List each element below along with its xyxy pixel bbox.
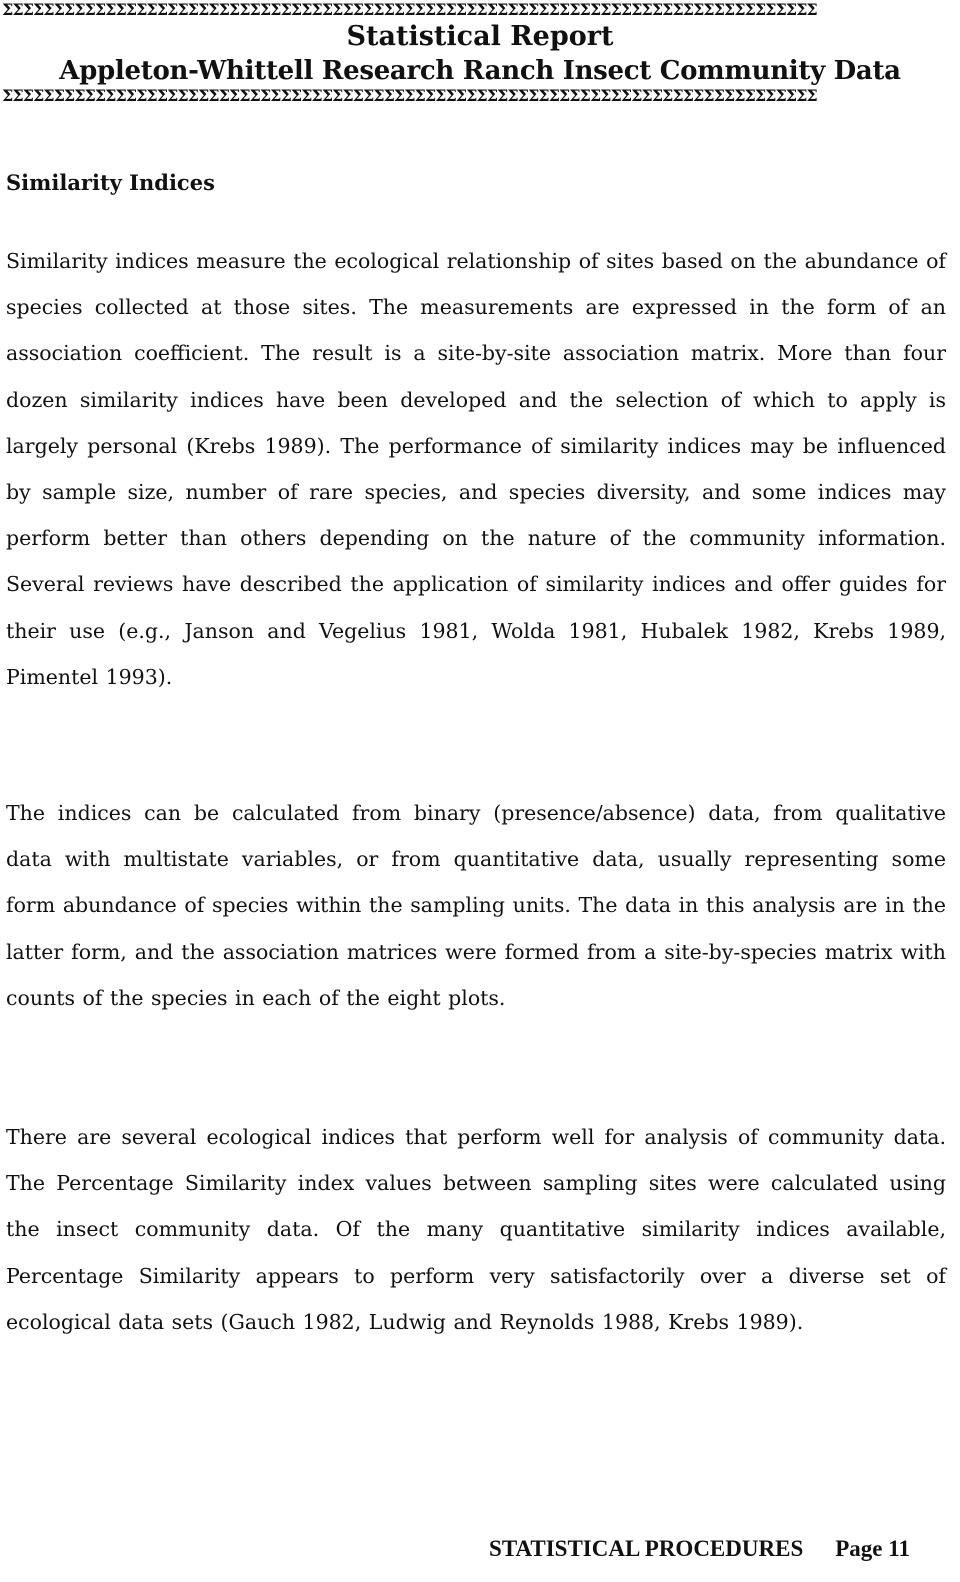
body-paragraph-3: There are several ecological indices that perform well for analysis of community data. The Percentage Similarity index values between sampling sites were calculated using the insect community data. Of the many quantitative similarity indices available, Percentage Similarity appears to perform very satisfactorily over a diverse set of ecological data sets (Gauch 1982, Ludwig and Reynolds 1988, Krebs 1989). <box>6 1125 946 1334</box>
page-footer <box>489 1534 910 1564</box>
footer-section-label: STATISTICAL PROCEDURES <box>489 1536 804 1561</box>
report-subtitle: Appleton-Whittell Research Ranch Insect Community Data <box>59 56 901 86</box>
header-ornament-bottom: ΣΣΣΣΣΣΣΣΣΣΣΣΣΣΣΣΣΣΣΣΣΣΣΣΣΣΣΣΣΣΣΣΣΣΣΣΣΣΣΣΣΣΣΣΣΣΣΣΣΣΣΣΣΣΣΣΣΣΣΣΣΣΣΣΣΣΣΣΣΣΣΣΣΣΣΣΣΣΣ <box>2 88 817 104</box>
section-heading: Similarity Indices <box>6 170 215 195</box>
body-paragraph-1: Similarity indices measure the ecological relationship of sites based on the abundance of species collected at those sites. The measurements are expressed in the form of an association coefficient. The result is a site-by-site association matrix. More than four dozen similarity indices have been developed and the selection of which to apply is largely personal (Krebs 1989). The performance of similarity indices may be influenced by sample size, number of rare species, and species diversity, and some indices may perform better than others depending on the nature of the community information. Several reviews have described the application of similarity indices and offer guides for their use (e.g., Janson and Vegelius 1981, Wolda 1981, Hubalek 1982, Krebs 1989, Pimentel 1993). <box>6 249 946 689</box>
report-header <box>0 0 960 104</box>
body-paragraph-2: The indices can be calculated from binary (presence/absence) data, from qualitative data with multistate variables, or from quantitative data, usually representing some form abundance of species within the sampling units. The data in this analysis are in the latter form, and the association matrices were formed from a site-by-species matrix with counts of the species in each of the eight plots. <box>6 801 946 1010</box>
header-ornament-top: ΣΣΣΣΣΣΣΣΣΣΣΣΣΣΣΣΣΣΣΣΣΣΣΣΣΣΣΣΣΣΣΣΣΣΣΣΣΣΣΣΣΣΣΣΣΣΣΣΣΣΣΣΣΣΣΣΣΣΣΣΣΣΣΣΣΣΣΣΣΣΣΣΣΣΣΣΣΣΣ <box>2 2 817 18</box>
footer-page-number: Page 11 <box>835 1536 910 1561</box>
report-title: Statistical Report <box>346 21 614 52</box>
